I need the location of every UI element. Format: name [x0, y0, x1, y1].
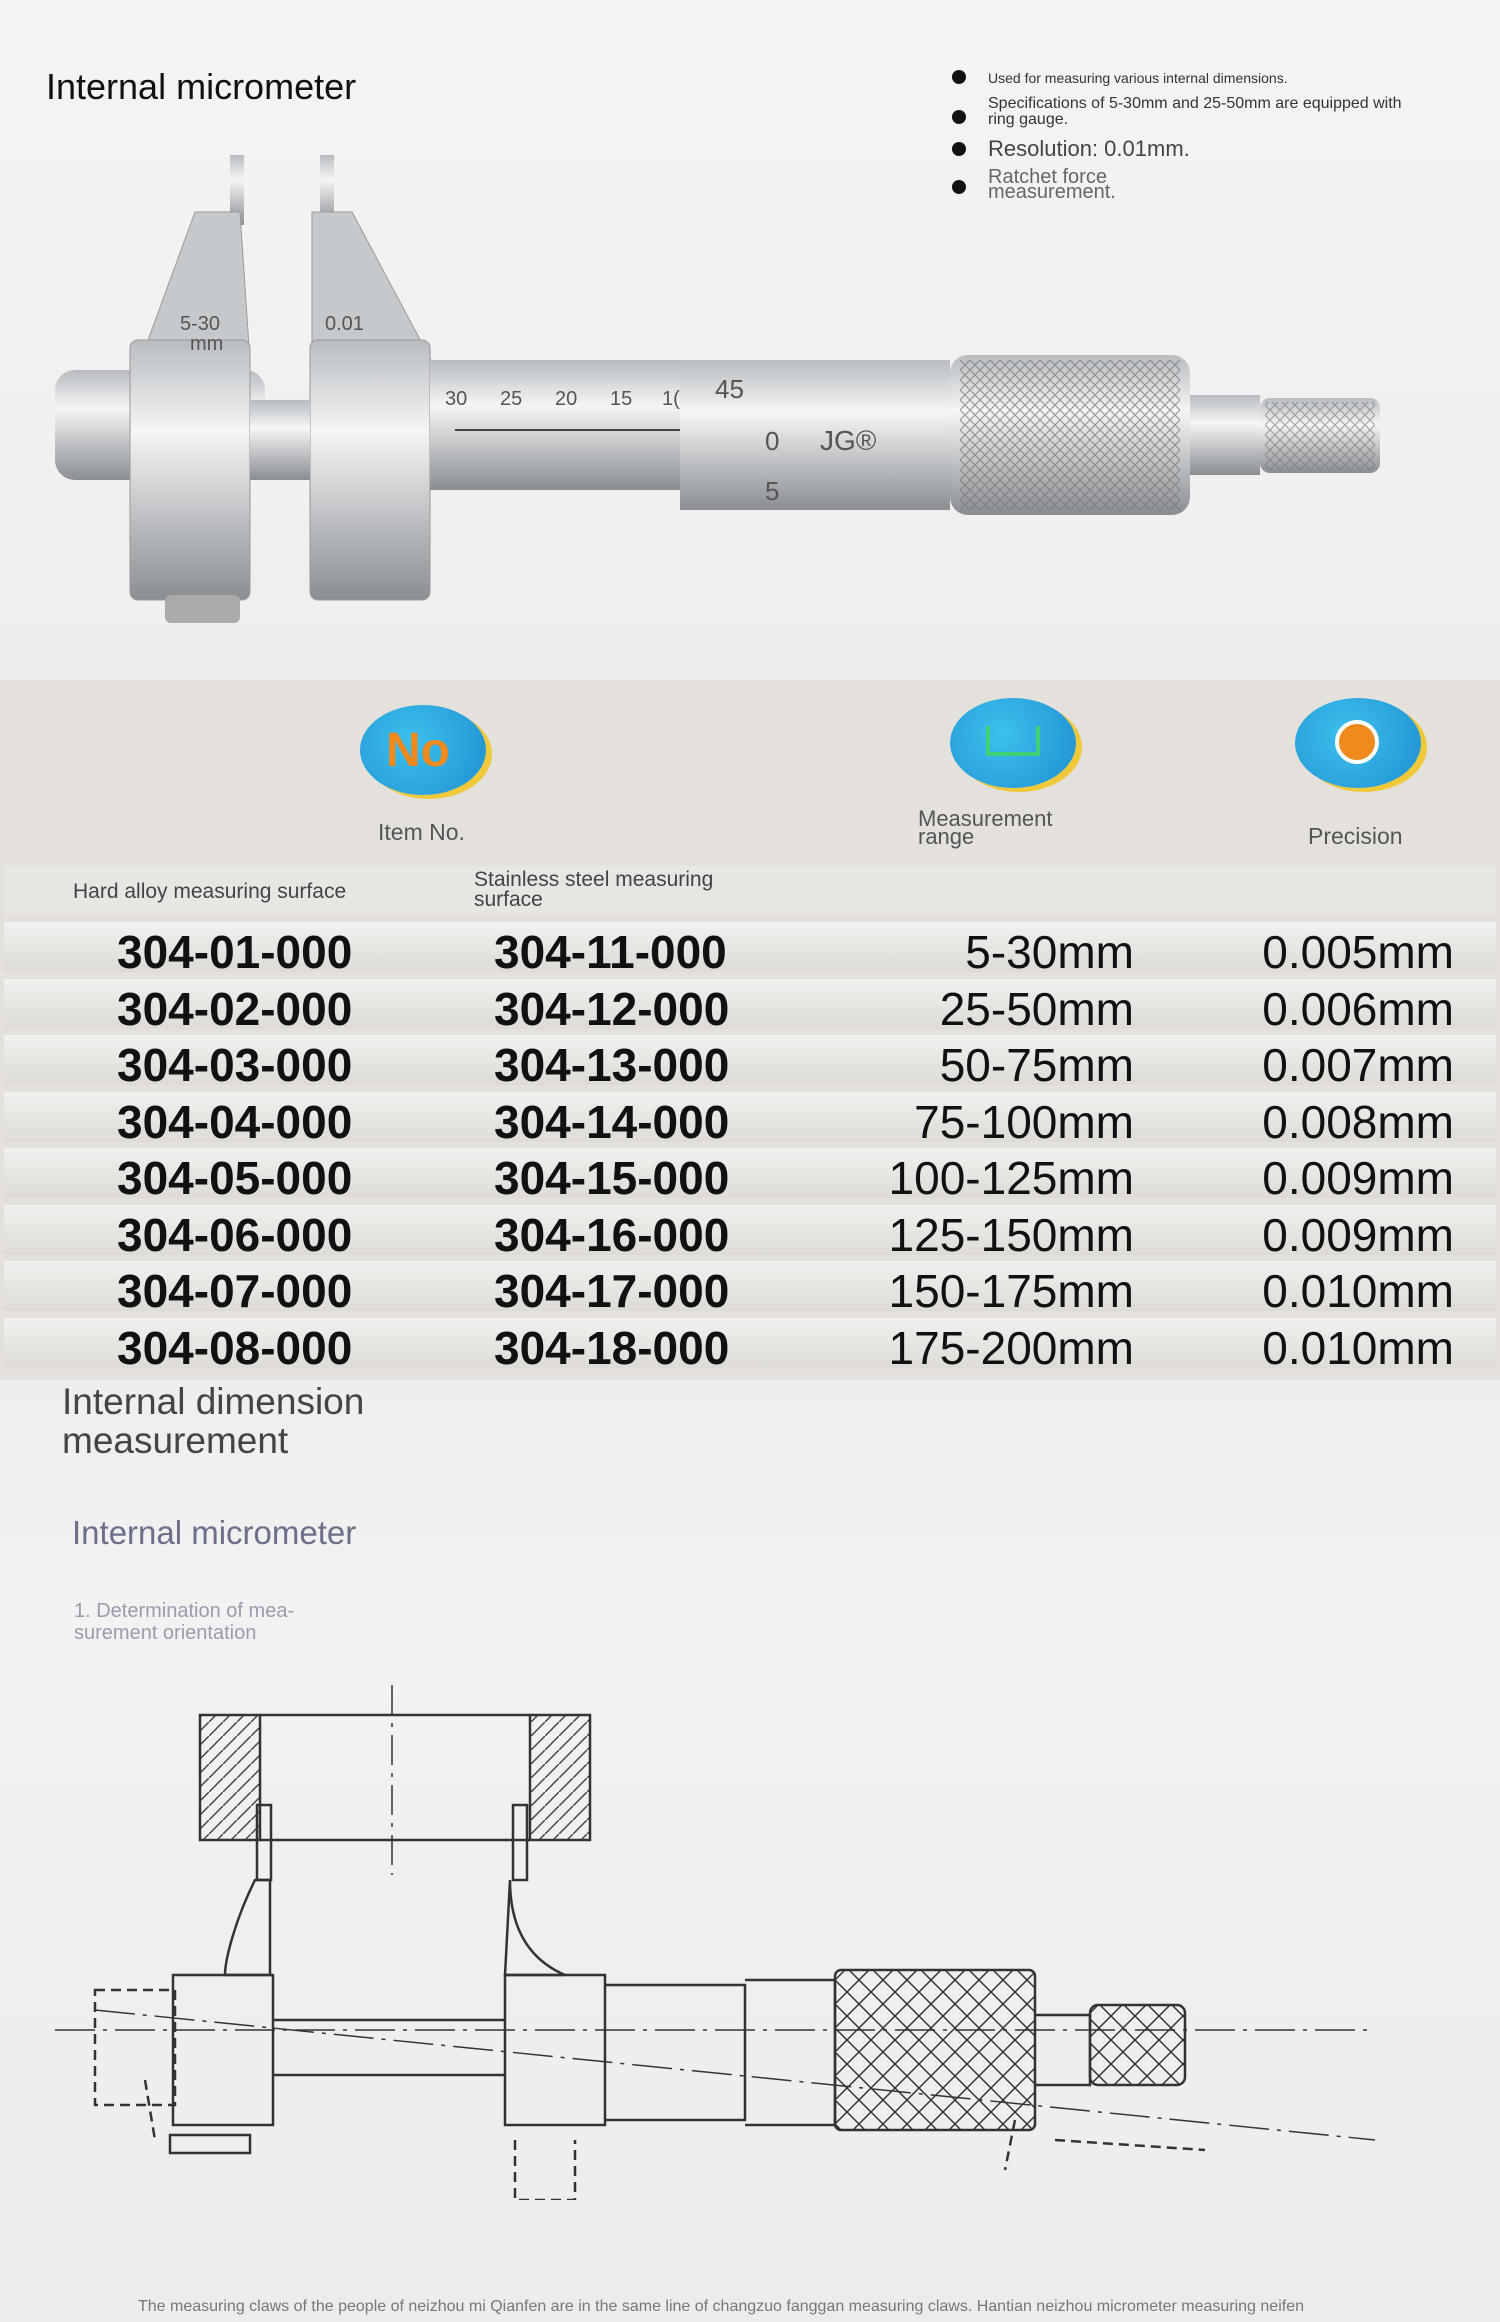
thimble-number: 45: [715, 374, 744, 404]
precision: 0.010mm: [1262, 1321, 1454, 1374]
feature-item: [952, 70, 1288, 86]
precision: 0.009mm: [1262, 1152, 1454, 1204]
precision: 0.009mm: [1262, 1208, 1454, 1261]
table-row: [4, 1092, 1496, 1148]
feature-text: Resolution: 0.01mm.: [988, 136, 1190, 161]
jaw-resolution-label: 0.01: [325, 313, 364, 335]
measurement-range: 75-100mm: [914, 1095, 1134, 1148]
precision: 0.005mm: [1262, 926, 1454, 978]
header-item-no: Item No.: [378, 819, 465, 845]
scale-number: 1(: [662, 388, 680, 410]
precision: 0.007mm: [1262, 1039, 1454, 1091]
scale-number: 30: [445, 388, 468, 410]
brand-logo: JG®: [820, 425, 877, 456]
precision-icon: [1295, 698, 1421, 788]
section-title: Internal dimension measurement: [62, 1381, 365, 1461]
hard-alloy-item-no: 304-07-000: [117, 1265, 353, 1317]
measurement-range: 5-30mm: [965, 926, 1134, 978]
hard-alloy-item-no: 304-06-000: [117, 1208, 353, 1261]
number-icon-text: No: [386, 724, 450, 777]
subheader-stainless: Stainless steel measuring surface: [474, 868, 714, 911]
precision: 0.010mm: [1262, 1265, 1454, 1317]
precision: 0.006mm: [1262, 982, 1454, 1035]
precision: 0.008mm: [1262, 1095, 1454, 1148]
measurement-range: 125-150mm: [888, 1208, 1134, 1261]
stainless-item-no: 304-15-000: [494, 1152, 730, 1204]
scale-number: 25: [500, 388, 523, 410]
hard-alloy-item-no: 304-02-000: [117, 982, 353, 1035]
hard-alloy-item-no: 304-04-000: [117, 1095, 353, 1148]
table-row: [4, 922, 1496, 978]
bullet-icon: [952, 110, 966, 124]
feature-text: Specifications of 5-30mm and 25-50mm are equipped with ring gauge.: [988, 95, 1402, 128]
section-subtitle: Internal micrometer: [72, 1514, 357, 1551]
hard-alloy-item-no: 304-01-000: [117, 926, 353, 978]
thimble-number: 0: [765, 426, 780, 456]
measurement-range: 25-50mm: [939, 982, 1134, 1035]
jaw-range-label: 5-30: [180, 313, 221, 335]
feature-text: Ratchet force measurement.: [988, 166, 1116, 203]
table-row: [4, 1035, 1496, 1091]
range-icon: [950, 698, 1076, 788]
thimble-number: 5: [765, 476, 780, 506]
hard-alloy-item-no: 304-08-000: [117, 1321, 353, 1374]
stainless-item-no: 304-13-000: [494, 1039, 730, 1091]
step-label: 1. Determination of mea-surement orientation: [74, 1600, 295, 1644]
stainless-item-no: 304-12-000: [494, 982, 730, 1035]
measurement-range: 175-200mm: [888, 1321, 1134, 1374]
feature-item: [952, 96, 1432, 128]
target-glyph: [1335, 720, 1379, 764]
page-title: Internal micrometer: [46, 66, 357, 107]
table-row: [4, 1205, 1496, 1261]
measurement-range: 50-75mm: [939, 1039, 1134, 1091]
stainless-item-no: 304-16-000: [494, 1208, 730, 1261]
table-row: [4, 1261, 1496, 1317]
measurement-range: 150-175mm: [888, 1265, 1134, 1317]
stainless-item-no: 304-14-000: [494, 1095, 730, 1148]
stainless-item-no: 304-17-000: [494, 1265, 730, 1317]
hard-alloy-item-no: 304-05-000: [117, 1152, 353, 1204]
scale-number: 20: [555, 388, 578, 410]
micrometer-image: [0, 140, 1420, 660]
stainless-item-no: 304-11-000: [494, 926, 727, 978]
specification-table: [0, 680, 1500, 1380]
table-row: [4, 979, 1496, 1035]
header-range: Measurement range: [918, 806, 1053, 849]
number-icon: [360, 705, 486, 795]
ruler-glyph: [986, 726, 1040, 756]
bullet-icon: [952, 70, 966, 84]
caption: The measuring claws of the people of neizhou mi Qianfen are in the same line of changzuo fanggan measuring claws. Hantian neizhou micrometer measuring neifen: [138, 2298, 1304, 2315]
subheader-hard-alloy: Hard alloy measuring surface: [73, 880, 347, 903]
scale-number: 15: [610, 388, 633, 410]
jaw-unit-label: mm: [190, 333, 224, 355]
table-row: [4, 1148, 1496, 1204]
header-precision: Precision: [1308, 823, 1403, 849]
table-row: [4, 1318, 1496, 1374]
measurement-range: 100-125mm: [888, 1152, 1134, 1204]
feature-text: Used for measuring various internal dimensions.: [988, 70, 1288, 86]
stainless-item-no: 304-18-000: [494, 1321, 730, 1374]
technical-drawing: [55, 1680, 1395, 2200]
hard-alloy-item-no: 304-03-000: [117, 1039, 353, 1091]
